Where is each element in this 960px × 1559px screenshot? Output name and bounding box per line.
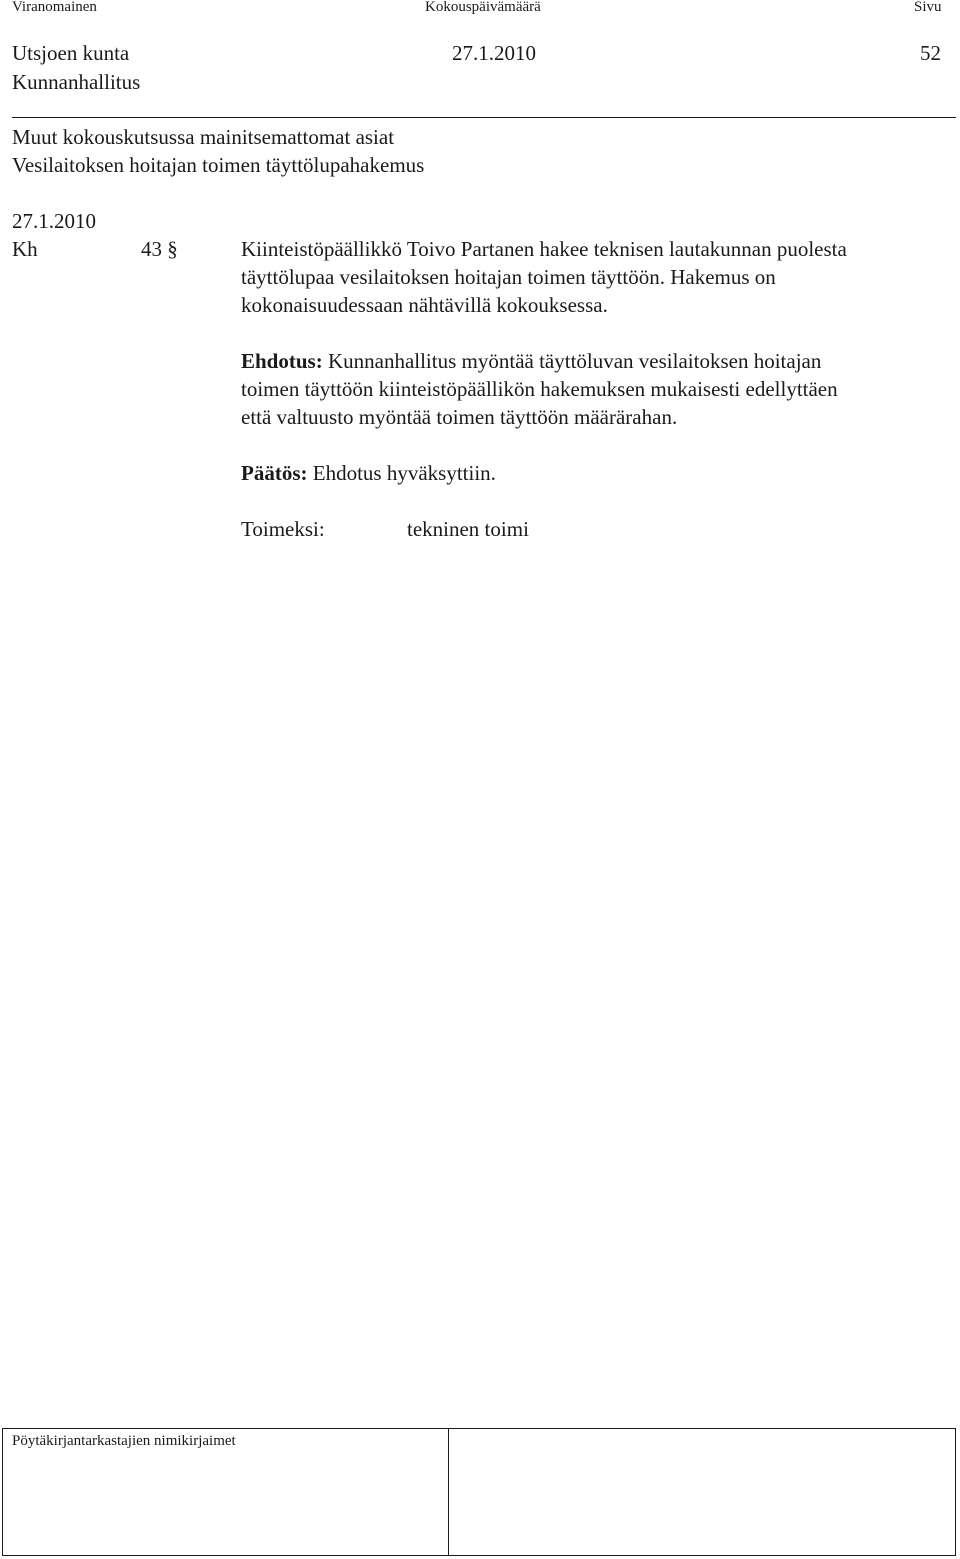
signatures-label: Pöytäkirjantarkastajien nimikirjaimet xyxy=(12,1433,236,1449)
item-description xyxy=(241,235,951,319)
section-mark: § xyxy=(167,237,178,261)
item-title: Vesilaitoksen hoitajan toimen täyttölupahakemus xyxy=(12,153,425,177)
decision-text: Ehdotus hyväksyttiin. xyxy=(307,461,496,485)
description-line: Kiinteistöpäällikkö Toivo Partanen hakee teknisen lautakunnan puolesta xyxy=(241,237,847,261)
proposal-paragraph xyxy=(241,347,951,431)
section-heading: Muut kokouskutsussa mainitsemattomat asiat xyxy=(12,125,395,149)
proposal-label: Ehdotus: xyxy=(241,349,323,373)
description-line: kokonaisuudessaan nähtävillä kokouksessa. xyxy=(241,293,608,317)
page-number: 52 xyxy=(920,41,941,65)
proposal-line: toimen täyttöön kiinteistöpäällikön hakemuksen mukaisesti edellyttäen xyxy=(241,377,838,401)
description-line: täyttölupaa vesilaitoksen hoitajan toimen täyttöön. Hakemus on xyxy=(241,265,776,289)
authority-label: Viranomainen xyxy=(12,0,97,15)
action-value: tekninen toimi xyxy=(407,517,529,541)
signature-divider xyxy=(448,1429,449,1555)
page-label: Sivu xyxy=(914,0,942,15)
decision-label: Päätös: xyxy=(241,461,308,485)
item-number xyxy=(141,237,178,261)
body-name: Kunnanhallitus xyxy=(12,70,141,94)
municipality-name: Utsjoen kunta xyxy=(12,41,130,65)
item-date: 27.1.2010 xyxy=(12,209,96,233)
body-abbreviation: Kh xyxy=(12,237,38,261)
decision-paragraph xyxy=(241,459,951,487)
proposal-line: Kunnanhallitus myöntää täyttöluvan vesilaitoksen hoitajan xyxy=(322,349,822,373)
signature-box xyxy=(2,1428,956,1556)
header-rule xyxy=(12,117,956,118)
meeting-date: 27.1.2010 xyxy=(452,41,536,65)
proposal-line: että valtuusto myöntää toimen täyttöön määrärahan. xyxy=(241,405,678,429)
meeting-date-label: Kokouspäivämäärä xyxy=(425,0,541,15)
item-number-value: 43 xyxy=(141,237,162,261)
action-label: Toimeksi: xyxy=(241,517,325,541)
